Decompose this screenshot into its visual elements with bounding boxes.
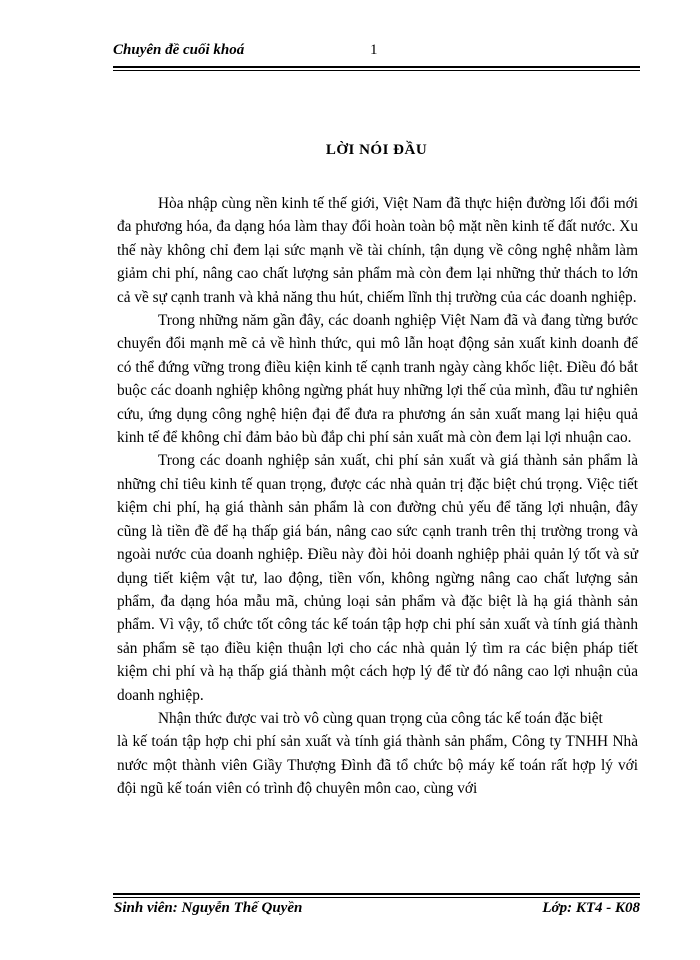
document-body: [117, 192, 638, 801]
paragraph-2: Trong những năm gần đây, các doanh nghiệp Việt Nam đã và đang từng bước chuyển đổi mạnh mẽ cả về hình thức, qui mô lẫn hoạt động sản xuất kinh doanh để có thể đứng vững trong điều kiện kinh tế cạnh tranh ngày càng khốc liệt. Điều đó bắt buộc các doanh nghiệp không ngừng phát huy những lợi thế của mình, đầu tư nghiên cứu, ứng dụng công nghệ hiện đại để đưa ra phương án sản xuất mang lại hiệu quả kinh tế để không chỉ đảm bảo bù đắp chi phí sản xuất mà còn đem lại lợi nhuận cao.: [117, 312, 638, 447]
paragraph-4: Nhận thức được vai trò vô cùng quan trọng của công tác kế toán đặc biệt: [158, 709, 603, 727]
header-rule: [113, 66, 640, 71]
paragraph-5: là kế toán tập hợp chi phí sản xuất và tính giá thành sản phẩm, Công ty TNHH Nhà nước một thành viên Giầy Thượng Đình đã tổ chức bộ máy kế toán rất hợp lý với đội ngũ kế toán viên có trình độ chuyên môn cao, cùng với: [117, 733, 638, 798]
footer-rule: [113, 893, 640, 898]
header-title: Chuyên đề cuối khoá: [113, 42, 245, 58]
paragraph-3: Trong các doanh nghiệp sản xuất, chi phí sản xuất và giá thành sản phẩm là những chỉ tiêu kinh tế quan trọng, được các nhà quản trị đặc biệt chú trọng. Việc tiết kiệm chi phí, hạ giá thành sản phẩm là con đường chủ yếu để tăng lợi nhuận, đây cũng là tiền đề để hạ thấp giá bán, nâng cao sức cạnh tranh trên thị trường trong và ngoài nước của doanh nghiệp. Điều này đòi hỏi doanh nghiệp phải quản lý tốt và sử dụng tiết kiệm vật tư, lao động, tiền vốn, không ngừng nâng cao chất lượng sản phẩm, đa dạng hóa mẫu mã, chủng loại sản phẩm và đặc biệt là hạ giá thành sản phẩm. Vì vậy, tổ chức tốt công tác kế toán tập hợp chi phí sản xuất và tính giá thành sản phẩm sẽ tạo điều kiện thuận lợi cho các nhà quản lý tìm ra các biện pháp tiết kiệm chi phí và hạ thấp giá thành một cách hợp lý để từ đó nâng cao lợi nhuận của doanh nghiệp.: [117, 452, 638, 704]
paragraph-1: Hòa nhập cùng nền kinh tế thế giới, Việt Nam đã thực hiện đường lối đổi mới đa phương hóa, đa dạng hóa làm thay đổi hoàn toàn bộ mặt nền kinh tế đất nước. Xu thế này không chỉ đem lại sức mạnh về tài chính, tận dụng về công nghệ nhằm làm giảm chi phí, nâng cao chất lượng sản phẩm mà còn đem lại những thử thách to lớn cả về sự cạnh tranh và khả năng thu hút, chiếm lĩnh thị trường của các doanh nghiệp.: [117, 195, 638, 306]
document-title: LỜI NÓI ĐẦU: [325, 142, 428, 158]
footer-student: Sinh viên: Nguyễn Thế Quyền: [114, 900, 303, 916]
footer-class: Lớp: KT4 - K08: [542, 900, 640, 916]
page-number: 1: [370, 42, 378, 58]
page-header: [113, 40, 640, 64]
